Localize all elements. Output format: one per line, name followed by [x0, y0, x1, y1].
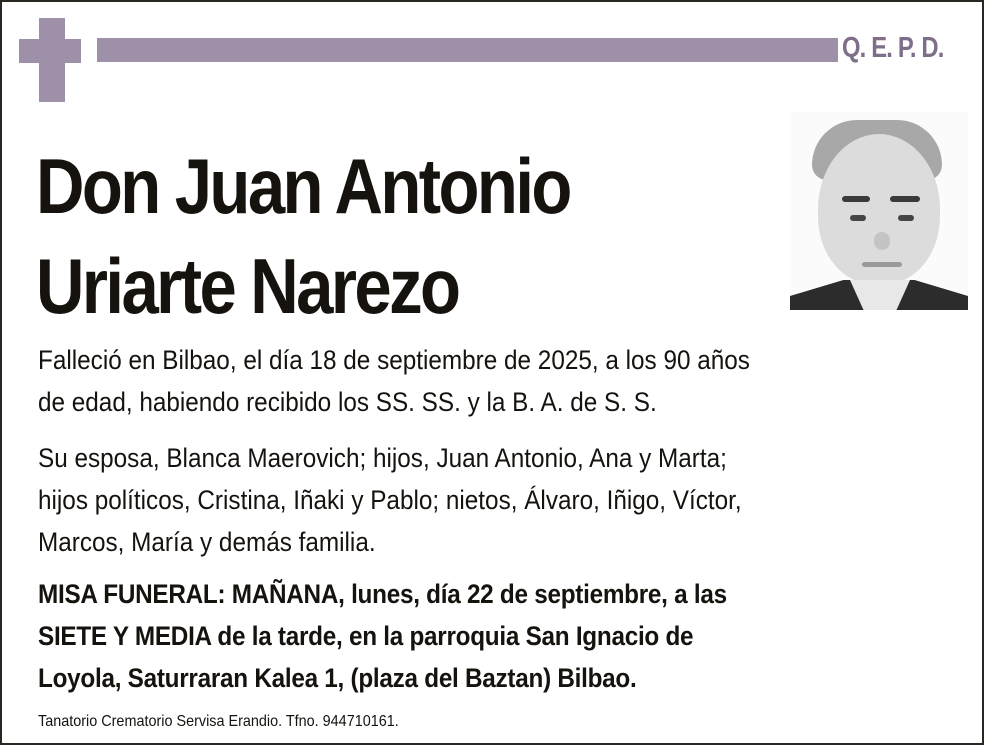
funeral-mass-paragraph [38, 573, 727, 699]
text-line: hijos políticos, Cristina, Iñaki y Pablo; nietos, Álvaro, Iñigo, Víctor, [38, 485, 742, 515]
funeral-home-footer: Tanatorio Crematorio Servisa Erandio. Tfno. 944710161. [38, 713, 399, 730]
text-line: SIETE Y MEDIA de la tarde, en la parroquia San Ignacio de [38, 621, 694, 651]
text-line: Falleció en Bilbao, el día 18 de septiembre de 2025, a los 90 años [38, 345, 750, 375]
death-notice-paragraph [38, 339, 750, 423]
name-line-2: Uriarte Narezo [36, 242, 459, 330]
text-line: MISA FUNERAL: MAÑANA, lunes, día 22 de septiembre, a las [38, 579, 727, 609]
text-line: de edad, habiendo recibido los SS. SS. y la B. A. de S. S. [38, 387, 657, 417]
family-paragraph [38, 437, 742, 563]
cross-icon-arm [19, 39, 81, 63]
photo-eye [898, 215, 914, 221]
portrait-photo [790, 112, 968, 310]
deceased-name [36, 136, 570, 336]
text-line: Su esposa, Blanca Maerovich; hijos, Juan Antonio, Ana y Marta; [38, 443, 727, 473]
text-line: Marcos, María y demás familia. [38, 527, 376, 557]
photo-eye [850, 215, 866, 221]
photo-nose [874, 232, 890, 250]
text-line: Loyola, Saturraran Kalea 1, (plaza del Baztan) Bilbao. [38, 663, 637, 693]
header-divider-bar [97, 38, 838, 62]
qepd-label: Q. E. P. D. [842, 32, 944, 64]
photo-mouth [862, 262, 902, 267]
name-line-1: Don Juan Antonio [36, 142, 570, 230]
photo-brow [890, 196, 920, 202]
photo-brow [842, 196, 870, 202]
